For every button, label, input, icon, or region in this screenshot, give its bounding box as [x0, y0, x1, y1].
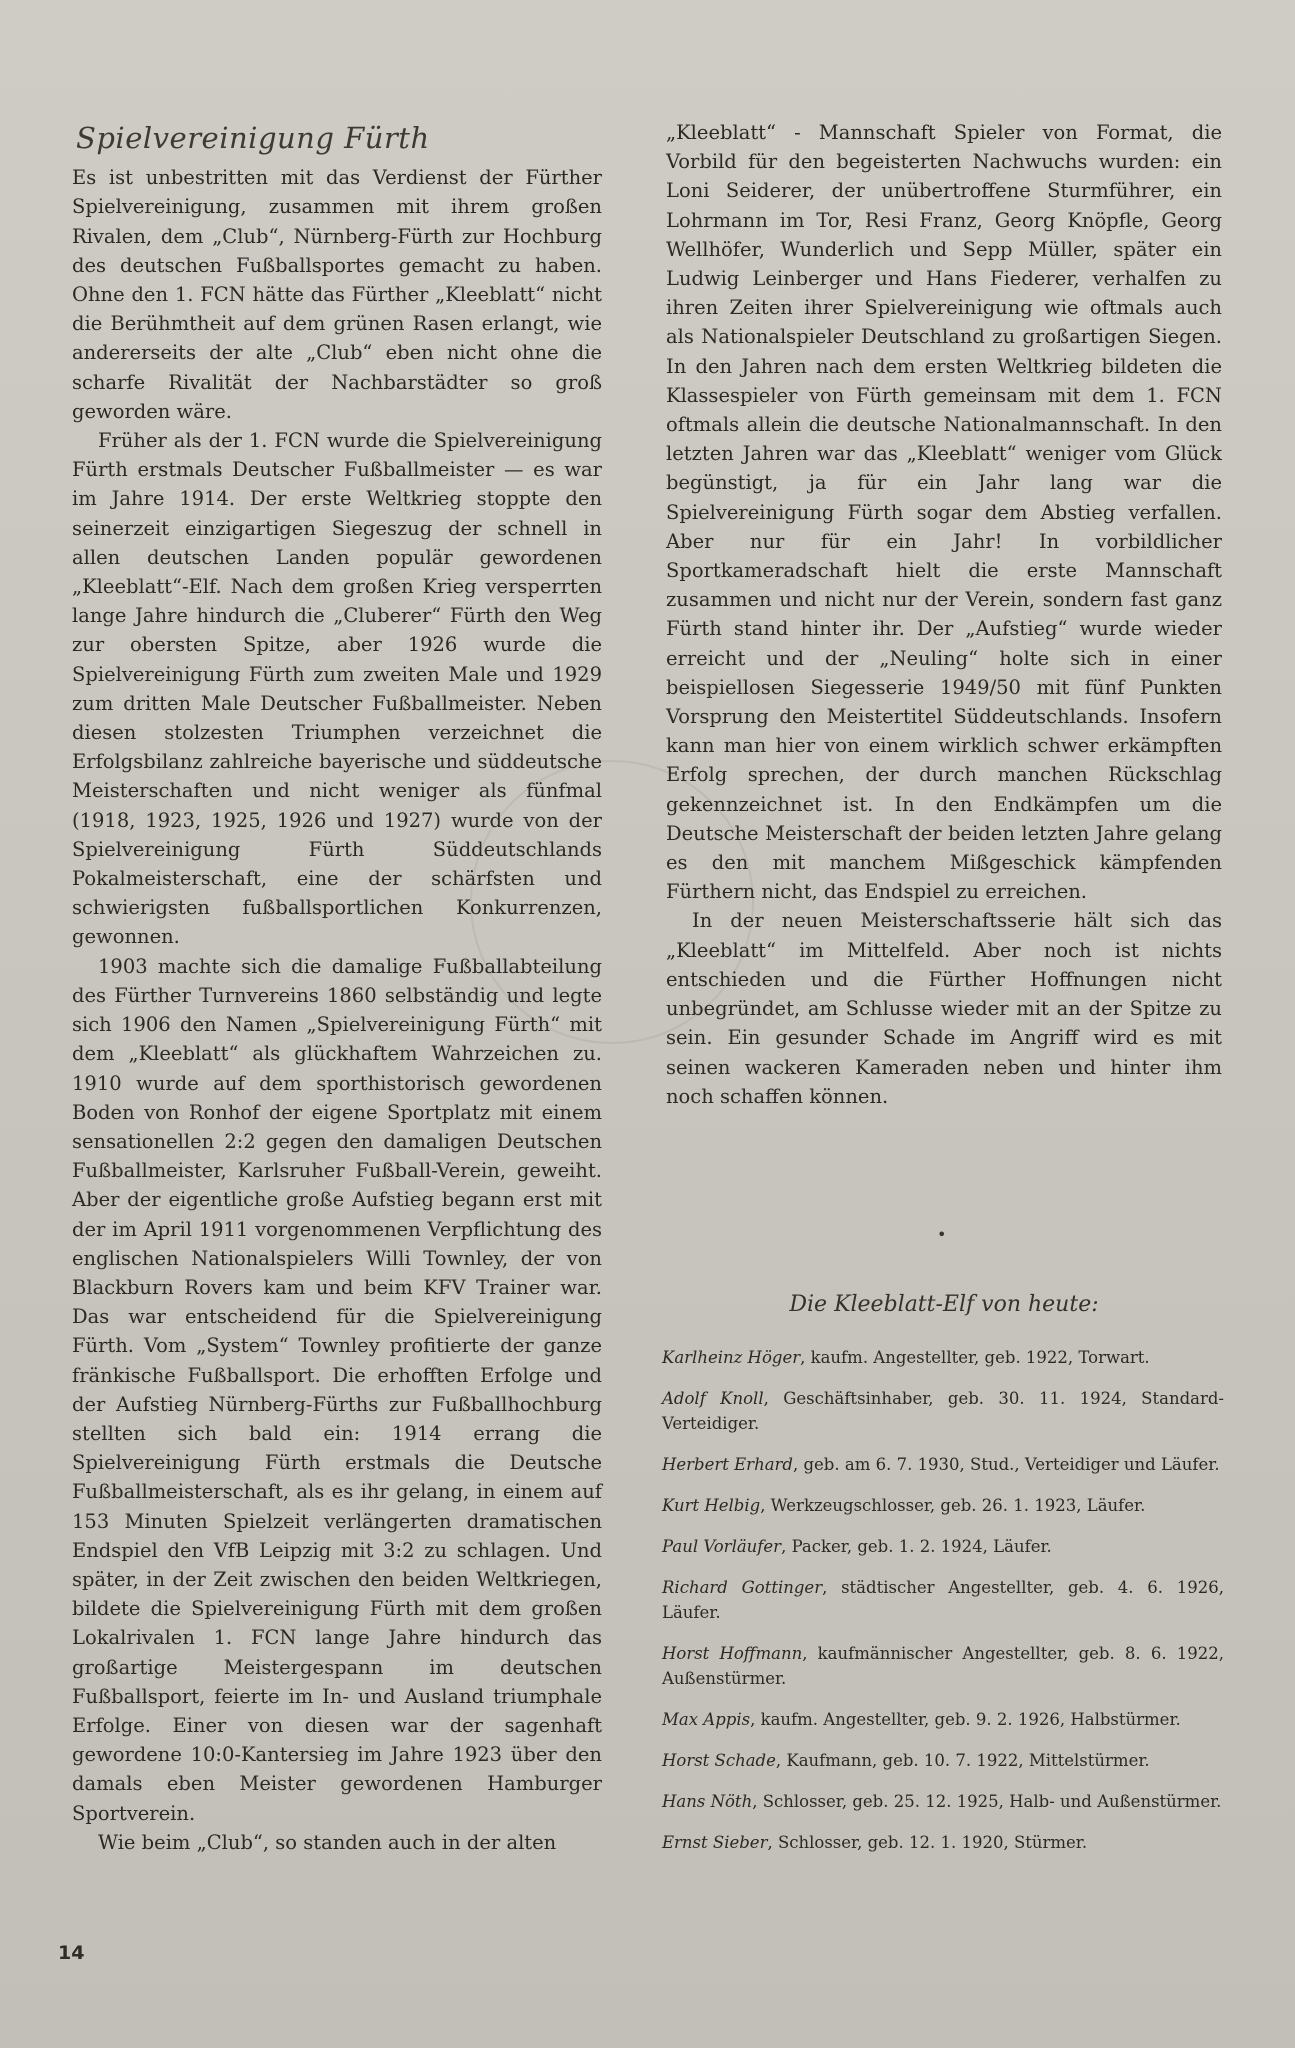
player-entry	[662, 1748, 1224, 1773]
player-name: Karlheinz Höger	[662, 1348, 801, 1367]
paragraph: In der neuen Meisterschaftsserie hält sich das „Kleeblatt“ im Mittelfeld. Aber noch ist nichts entschieden und die Fürther Hoffnungen nicht unbegründet, am Schlusse wieder mit an der Spitze zu sein. Ein gesunder Schade im Angriff wird es mit seinen wackeren Kameraden neben und hinter ihm noch schaffen können.	[666, 909, 1222, 1108]
paragraph: „Kleeblatt“ - Mannschaft Spieler von Format, die Vorbild für den begeisterten Nachwuchs wurden: ein Loni Seiderer, der unübertroffene Sturmführer, ein Lohrmann im Tor, Resi Franz, Georg Knöpfle, Georg Wellhöfer, Wunderlich und Sepp Müller, später ein Ludwig Leinberger und Hans Fiederer, verhalfen zu ihren Zeiten ihrer Spielvereinigung wie oftmals auch als Nationalspieler Deutschland zu großartigen Siegen. In den Jahren nach dem ersten Weltkrieg bildeten die Klassespieler von Fürth gemeinsam mit dem 1. FCN oftmals allein die deutsche Nationalmannschaft. In den letzten Jahren war das „Kleeblatt“ weniger vom Glück begünstigt, ja für ein Jahr lang war die Spielvereinigung Fürth sogar dem Abstieg verfallen. Aber nur für ein Jahr! In vorbildlicher Sportkameradschaft hielt die erste Mannschaft zusammen und nicht nur der Verein, sondern fast ganz Fürth stand hinter ihr. Der „Aufstieg“ wurde wieder erreicht und der „Neuling“ holte sich in einer beispiellosen Siegesserie 1949/50 mit fünf Punkten Vorsprung den Meistertitel Süddeutschlands. Insofern kann man hier von einem wirklich schwer erkämpften Erfolg sprechen, der durch manchen Rückschlag gekennzeichnet ist. In den Endkämpfen um die Deutsche Meisterschaft der beiden letzten Jahre gelang es den mit manchem Mißgeschick kämpfenden Fürthern nicht, das Endspiel zu erreichen.	[666, 121, 1222, 904]
player-details: , Packer, geb. 1. 2. 1924, Läufer.	[781, 1537, 1052, 1556]
player-details: , Geschäftsinhaber, geb. 30. 11. 1924, Standard-Verteidiger.	[662, 1389, 1225, 1433]
player-name: Ernst Sieber	[662, 1833, 768, 1852]
player-name: Herbert Erhard	[662, 1455, 793, 1474]
player-details: , Schlosser, geb. 25. 12. 1925, Halb- und Außenstürmer.	[752, 1792, 1222, 1811]
article-title: Spielvereinigung Fürth	[76, 121, 430, 155]
paragraph: 1903 machte sich die damalige Fußballabteilung des Fürther Turnvereins 1860 selbständig und legte sich 1906 den Namen „Spielvereinigung Fürth“ mit dem „Kleeblatt“ als glückhaftem Wahrzeichen zu. 1910 wurde auf dem sporthistorisch gewordenen Boden von Ronhof der eigene Sportplatz mit einem sensationellen 2:2 gegen den damaligen Deutschen Fußballmeister, Karlsruher Fußball-Verein, geweiht. Aber der eigentliche große Aufstieg begann erst mit der im April 1911 vorgenommenen Verpflichtung des englischen Nationalspielers Willi Townley, der von Blackburn Rovers kam und beim KFV Trainer war. Das war entscheidend für die Spielvereinigung Fürth. Vom „System“ Townley profitierte der ganze fränkische Fußballsport. Die erhofften Erfolge und der Aufstieg Nürnberg-Fürths zur Fußballhochburg stellten sich bald ein: 1914 errang die Spielvereinigung Fürth erstmals die Deutsche Fußballmeisterschaft, als es ihr gelang, in einem auf 153 Minuten Spielzeit verlängerten dramatischen Endspiel den VfB Leipzig mit 3:2 zu schlagen. Und später, in der Zeit zwischen den beiden Weltkriegen, bildete die Spielvereinigung Fürth mit dem großen Lokalrivalen 1. FCN lange Jahre hindurch das großartige Meistergespann im deutschen Fußballsport, feierte im In- und Ausland triumphale Erfolge. Einer von diesen war der sagenhaft gewordene 10:0-Kantersieg im Jahre 1923 über den damals eben Meister gewordenen Hamburger Sportverein.	[72, 954, 602, 1825]
player-name: Hans Nöth	[662, 1792, 753, 1811]
player-details: , Werkzeugschlosser, geb. 26. 1. 1923, Läufer.	[760, 1496, 1146, 1515]
player-details: , geb. am 6. 7. 1930, Stud., Verteidiger und Läufer.	[792, 1455, 1220, 1474]
player-name: Horst Schade	[662, 1751, 776, 1770]
left-column	[72, 118, 602, 1857]
section-divider: •	[937, 1225, 947, 1244]
player-name: Paul Vorläufer	[662, 1537, 782, 1556]
right-column	[666, 118, 1222, 1111]
player-details: , Kaufmann, geb. 10. 7. 1922, Mittelstürmer.	[775, 1751, 1150, 1770]
player-entry	[662, 1493, 1224, 1518]
player-details: , kaufmännischer Angestellter, geb. 8. 6. 1922, Außenstürmer.	[662, 1644, 1224, 1688]
player-name: Adolf Knoll	[662, 1389, 764, 1408]
paragraph: Früher als der 1. FCN wurde die Spielvereinigung Fürth erstmals Deutscher Fußballmeister — es war im Jahre 1914. Der erste Weltkrieg stoppte den seinerzeit einzigartigen Siegeszug der schnell in allen deutschen Landen populär gewordenen „Kleeblatt“-Elf. Nach dem großen Krieg versperrten lange Jahre hindurch die „Cluberer“ Fürth den Weg zur obersten Spitze, aber 1926 wurde die Spielvereinigung Fürth zum zweiten Male und 1929 zum dritten Male Deutscher Fußballmeister. Neben diesen stolzesten Triumphen verzeichnet die Erfolgsbilanz zahlreiche bayerische und süddeutsche Meisterschaften und nicht weniger als fünfmal (1918, 1923, 1925, 1926 und 1927) wurde von der Spielvereinigung Fürth Süddeutschlands Pokalmeisterschaft, eine der schärfsten und schwierigsten fußballsportlichen Konkurrenzen, gewonnen.	[72, 429, 602, 949]
player-name: Richard Gottinger	[662, 1578, 823, 1597]
player-entry	[662, 1345, 1224, 1370]
page-number: 14	[58, 1942, 85, 1964]
player-roster	[662, 1345, 1224, 1871]
player-name: Kurt Helbig	[662, 1496, 761, 1515]
roster-title: Die Kleeblatt-Elf von heute:	[789, 1292, 1099, 1317]
player-details: , Schlosser, geb. 12. 1. 1920, Stürmer.	[767, 1833, 1088, 1852]
player-entry	[662, 1386, 1224, 1436]
player-entry	[662, 1575, 1224, 1625]
player-entry	[662, 1789, 1224, 1814]
player-entry	[662, 1641, 1224, 1691]
player-details: , städtischer Angestellter, geb. 4. 6. 1926, Läufer.	[662, 1578, 1225, 1622]
player-details: , kaufm. Angestellter, geb. 9. 2. 1926, Halbstürmer.	[750, 1710, 1181, 1729]
player-entry	[662, 1452, 1224, 1477]
paragraph: Wie beim „Club“, so standen auch in der alten	[98, 1830, 557, 1854]
player-name: Horst Hoffmann	[662, 1644, 803, 1663]
paragraph: Es ist unbestritten mit das Verdienst der Fürther Spielvereinigung, zusammen mit ihrem großen Rivalen, dem „Club“, Nürnberg-Fürth zur Hochburg des deutschen Fußballsportes gemacht zu haben. Ohne den 1. FCN hätte das Fürther „Kleeblatt“ nicht die Berühmtheit auf dem grünen Rasen erlangt, wie andererseits der alte „Club“ eben nicht ohne die scharfe Rivalität der Nachbarstädter so groß geworden wäre.	[72, 166, 602, 423]
player-name: Max Appis	[662, 1710, 751, 1729]
player-entry	[662, 1534, 1224, 1559]
player-details: , kaufm. Angestellter, geb. 1922, Torwart.	[800, 1348, 1150, 1367]
player-entry	[662, 1707, 1224, 1732]
player-entry	[662, 1830, 1224, 1855]
